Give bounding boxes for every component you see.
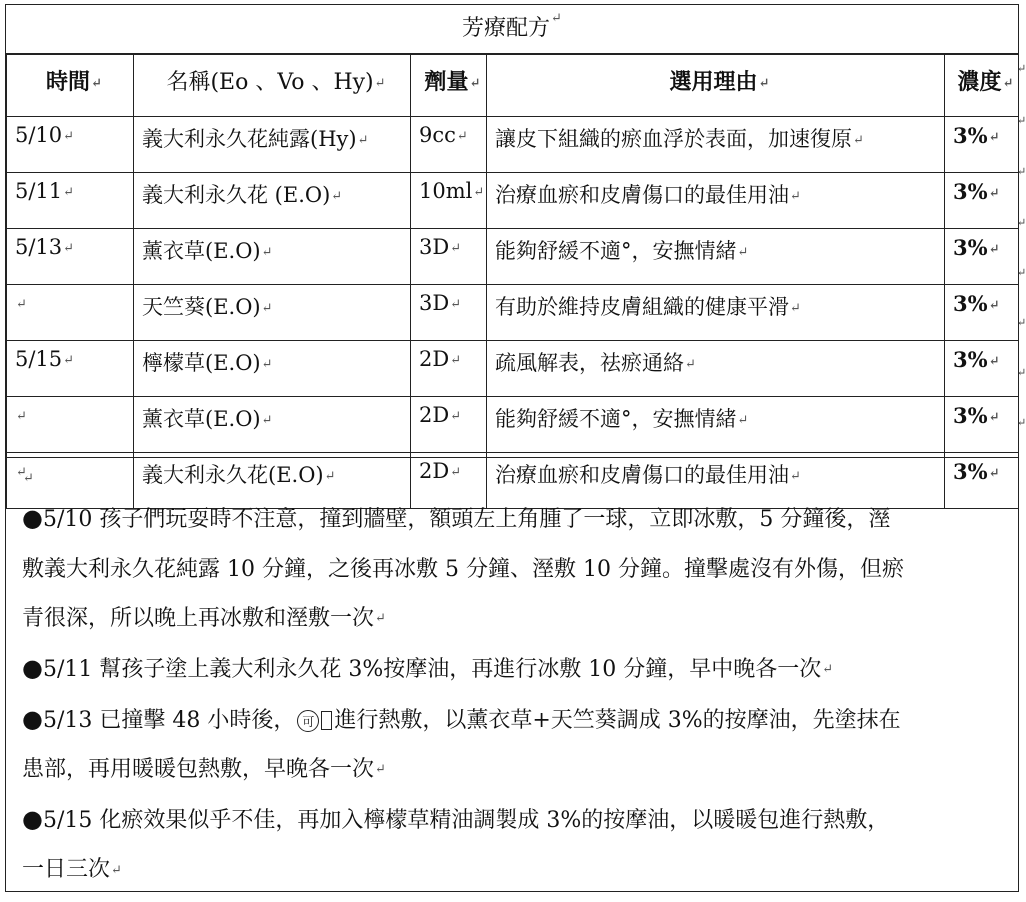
bullet-icon: ● [22,653,43,682]
table-row [7,173,1019,229]
bullet-icon: ● [22,504,43,532]
cell-dosage: 3D↵ [411,285,487,341]
cell-reason: 能夠舒緩不適°，安撫情緒↵ [487,397,945,453]
header-name: 名稱(Eo 、Vo 、Hy)↵ [134,55,411,117]
note-0511: ●5/11 幫孩子塗上義大利永久花 3%按摩油，再進行冰敷 10 分鐘，早中晚各一次↵ [22,653,834,682]
cell-dosage: 10ml↵ [411,173,487,229]
cell-reason: 有助於維持皮膚組織的健康平滑↵ [487,285,945,341]
cell-name: 義大利永久花 (E.O)↵ [134,173,411,229]
cell-reason: 能夠舒緩不適°，安撫情緒↵ [487,229,945,285]
paragraph-mark-icon: ↵ [551,11,562,26]
cell-name: 薰衣草(E.O)↵ [134,397,411,453]
note-0510: ●5/10 孩子們玩耍時不注意，撞到牆壁，額頭左上角腫了一球，立即冰敷，5 分鐘後，溼 敷義大利永久花純露 10 分鐘，之後再冰敷 5 分鐘、溼敷 10 分鐘。撞擊處沒有外傷，但瘀 青很深，所以晚上再冰敷和溼敷一次↵ [22,504,904,631]
cell-name: 義大利永久花(E.O)↵ [134,453,411,509]
cell-concentration: 3%↵ [945,453,1019,509]
cell-reason: 讓皮下組織的瘀血浮於表面，加速復原↵ [487,117,945,173]
table-row [7,341,1019,397]
note-0513: ●5/13 已撞擊 48 小時後， 可 進行熱敷，以薰衣草+天竺葵調成 3%的按摩油，先塗抹在 患部，再用暖暖包熱敷，早晚各一次↵ [22,704,901,782]
cell-concentration: 3%↵ [945,341,1019,397]
cell-concentration: 3%↵ [945,117,1019,173]
table-header-row [7,55,1019,117]
header-concentration: 濃度↵ [945,55,1019,117]
document-frame [5,4,1019,892]
notes-section [6,457,1018,895]
table-end-marks: ↵ ↵ ↵ ↵ ↵ ↵ ↵ ↵ [1017,62,1026,429]
cell-time: 5/11↵ [7,173,134,229]
cell-reason: 疏風解表，祛瘀通絡↵ [487,341,945,397]
cell-time: ↵ [7,285,134,341]
bullet-icon: ● [22,804,43,833]
cell-dosage: 2D↵ [411,397,487,453]
cell-name: 天竺葵(E.O)↵ [134,285,411,341]
formula-table [6,54,1019,509]
cell-dosage: 2D↵ [411,453,487,509]
cell-dosage: 3D↵ [411,229,487,285]
bullet-icon: ● [22,704,43,733]
cell-dosage: 2D↵ [411,341,487,397]
cell-name: 薰衣草(E.O)↵ [134,229,411,285]
table-row [7,229,1019,285]
cell-name: 義大利永久花純露(Hy)↵ [134,117,411,173]
missing-glyph-icon [321,711,332,730]
cell-concentration: 3%↵ [945,173,1019,229]
table-row [7,397,1019,453]
cell-reason: 治療血瘀和皮膚傷口的最佳用油↵ [487,173,945,229]
cell-name: 檸檬草(E.O)↵ [134,341,411,397]
cell-time: ↵ [7,453,134,509]
cell-time: 5/10↵ [7,117,134,173]
cell-time: ↵ [7,397,134,453]
cell-concentration: 3%↵ [945,397,1019,453]
cell-concentration: 3%↵ [945,285,1019,341]
table-title: 芳療配方 [462,16,551,41]
cell-dosage: 9cc↵ [411,117,487,173]
table-row [7,285,1019,341]
table-title-row [6,5,1018,54]
header-dosage: 劑量↵ [411,55,487,117]
cell-reason: 治療血瘀和皮膚傷口的最佳用油↵ [487,453,945,509]
empty-paragraph: ↵ [23,471,34,486]
cell-concentration: 3%↵ [945,229,1019,285]
cell-time: 5/15↵ [7,341,134,397]
header-reason: 選用理由↵ [487,55,945,117]
cell-time: 5/13↵ [7,229,134,285]
table-row [7,117,1019,173]
header-time: 時間↵ [7,55,134,117]
note-0515: ●5/15 化瘀效果似乎不佳，再加入檸檬草精油調製成 3%的按摩油，以暖暖包進行熱敷， 一日三次↵ [22,804,890,883]
circled-character-icon: 可 [297,710,319,732]
